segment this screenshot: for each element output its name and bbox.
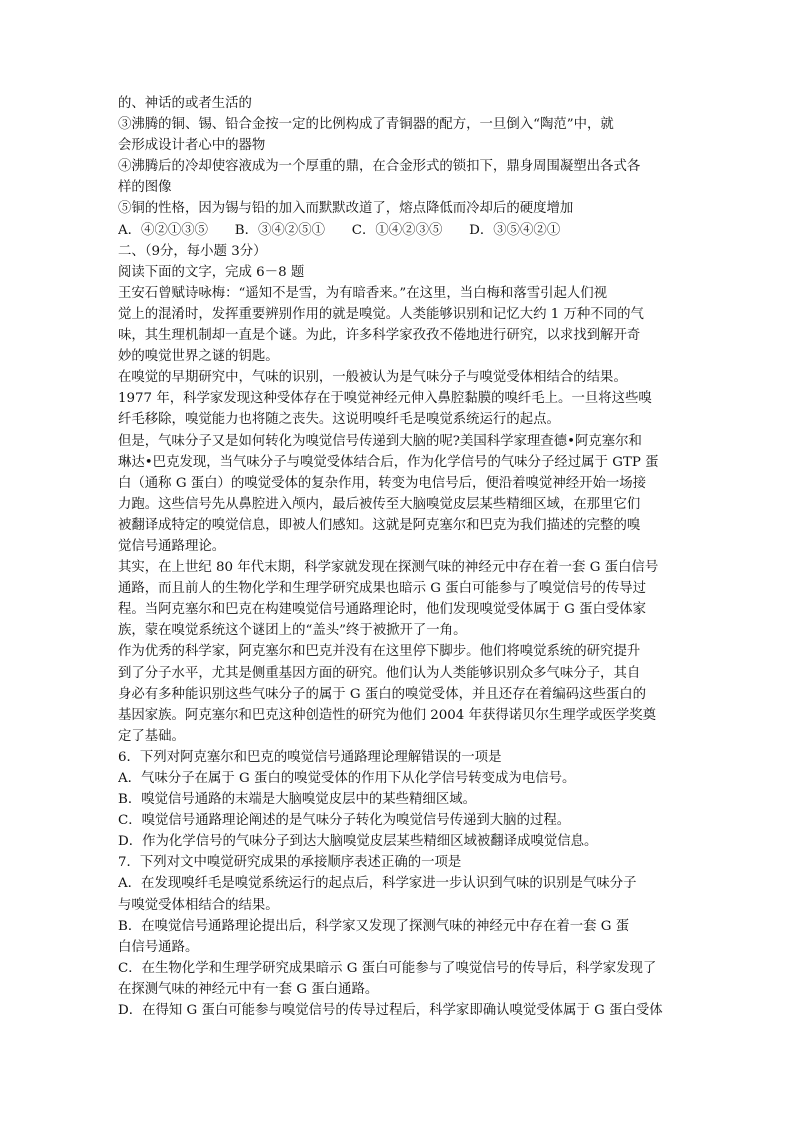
text-line: 6．下列对阿克塞尔和巴克的嗅觉信号通路理论理解错误的一项是: [118, 749, 502, 765]
text-line: 但是，气味分子又是如何转化为嗅觉信号传递到大脑的呢?美国科学家理查德•阿克塞尔和: [118, 433, 642, 449]
text-line: 阅读下面的文字，完成 6－8 题: [118, 264, 305, 280]
text-line: 王安石曾赋诗咏梅：“遥知不是雪，为有暗香来。”在这里，当白梅和落雪引起人们视: [118, 285, 608, 301]
text-line: 被翻译成特定的嗅觉信息，即被人们感知。这就是阿克塞尔和巴克为我们描述的完整的嗅: [118, 517, 641, 533]
text-line: 基因家族。阿克塞尔和巴克这种创造性的研究为他们 2004 年获得诺贝尔生理学或医学奖奠: [118, 707, 657, 723]
text-line: 二、（9分，每小题 3分）: [118, 243, 267, 259]
text-line: 其实，在上世纪 80 年代末期，科学家就发现在探测气味的神经元中存在着一套 G 蛋白信号: [118, 560, 659, 576]
text-line: 1977 年，科学家发现这种受体存在于嗅觉神经元伸入鼻腔黏膜的嗅纤毛上。一旦将这些嗅: [118, 391, 652, 407]
text-line: 族，蒙在嗅觉系统这个谜团上的“盖头”终于被掀开了一角。: [118, 623, 467, 639]
text-line: 妙的嗅觉世界之谜的钥匙。: [118, 349, 279, 365]
text-line: B．嗅觉信号通路的末端是大脑嗅觉皮层中的某些精细区域。: [118, 792, 476, 808]
text-line: 身必有多种能识别这些气味分子的属于 G 蛋白的嗅觉受体，并且还存在着编码这些蛋白的: [118, 686, 647, 702]
text-line: C．嗅觉信号通路理论阐述的是气味分子转化为嗅觉信号传递到大脑的过程。: [118, 813, 571, 829]
text-line: 在嗅觉的早期研究中，气味的识别，一般被认为是气味分子与嗅觉受体相结合的结果。: [118, 370, 627, 386]
text-line: 在探测气味的神经元中有一套 G 蛋白通路。: [118, 981, 379, 997]
text-line: 程。当阿克塞尔和巴克在构建嗅觉信号通路理论时，他们发现嗅觉受体属于 G 蛋白受体家: [118, 602, 647, 618]
text-line: 与嗅觉受体相结合的结果。: [118, 897, 279, 913]
text-line: B．在嗅觉信号通路理论提出后，科学家又发现了探测气味的神经元中存在着一套 G 蛋: [118, 918, 630, 934]
text-line: 到了分子水平，尤其是侧重基因方面的研究。他们认为人类能够识别众多气味分子，其自: [118, 665, 641, 681]
text-line: 定了基础。: [118, 728, 185, 744]
text-line: ⑤铜的性格，因为锡与铅的加入而默默改道了，熔点降低而冷却后的硬度增加: [118, 201, 574, 217]
text-line: ④沸腾后的冷却使容液成为一个厚重的鼎，在合金形式的锁扣下，鼎身周围凝塑出各式各: [118, 159, 641, 175]
text-line: A．在发现嗅纤毛是嗅觉系统运行的起点后，科学家进一步认识到气味的识别是气味分子: [118, 876, 637, 892]
text-line: A．气味分子在属于 G 蛋白的嗅觉受体的作用下从化学信号转变成为电信号。: [118, 771, 576, 786]
document-body: [118, 93, 683, 1021]
text-line: 会形成设计者心中的器物: [118, 138, 266, 154]
text-line: A．④②①③⑤ B．③④②⑤① C．①④②③⑤ D．③⑤④②①: [118, 222, 561, 238]
text-line: D．在得知 G 蛋白可能参与嗅觉信号的传导过程后，科学家即确认嗅觉受体属于 G 蛋白受体: [118, 1003, 663, 1019]
text-line: C．在生物化学和生理学研究成果暗示 G 蛋白可能参与了嗅觉信号的传导后，科学家发现了: [118, 960, 657, 976]
text-line: 作为优秀的科学家，阿克塞尔和巴克并没有在这里停下脚步。他们将嗅觉系统的研究提升: [118, 644, 641, 660]
text-line: 纤毛移除，嗅觉能力也将随之丧失。这说明嗅纤毛是嗅觉系统运行的起点。: [118, 412, 560, 428]
text-line: 通路，而且前人的生物化学和生理学研究成果也暗示 G 蛋白可能参与了嗅觉信号的传导过: [118, 581, 647, 597]
text-line: D．作为化学信号的气味分子到达大脑嗅觉皮层某些精细区域被翻译成嗅觉信息。: [118, 834, 598, 850]
text-line: 样的图像: [118, 180, 172, 196]
text-line: 白信号通路。: [118, 939, 199, 955]
text-line: 味，其生理机制却一直是个谜。为此，许多科学家孜孜不倦地进行研究，以求找到解开奇: [118, 328, 641, 344]
text-line: 觉上的混淆时，发挥重要辨别作用的就是嗅觉。人类能够识别和记忆大约 1 万种不同的气: [118, 306, 644, 322]
text-line: 的、神话的或者生活的: [118, 96, 252, 111]
text-line: 7．下列对文中嗅觉研究成果的承接顺序表述正确的一项是: [118, 855, 462, 871]
text-line: 觉信号通路理论。: [118, 538, 226, 554]
text-line: 力跑。这些信号先从鼻腔进入颅内，最后被传至大脑嗅觉皮层某些精细区域，在那里它们: [118, 496, 641, 512]
text-line: ③沸腾的铜、锡、铅合金按一定的比例构成了青铜器的配方，一旦倒入“陶范”中，就: [118, 117, 614, 133]
text-line: 白（通称 G 蛋白）的嗅觉受体的复杂作用，转变为电信号后，便沿着嗅觉神经开始一场接: [118, 475, 647, 491]
text-line: 琳达•巴克发现，当气味分子与嗅觉受体结合后，作为化学信号的气味分子经过属于 GTP 蛋: [118, 454, 659, 470]
